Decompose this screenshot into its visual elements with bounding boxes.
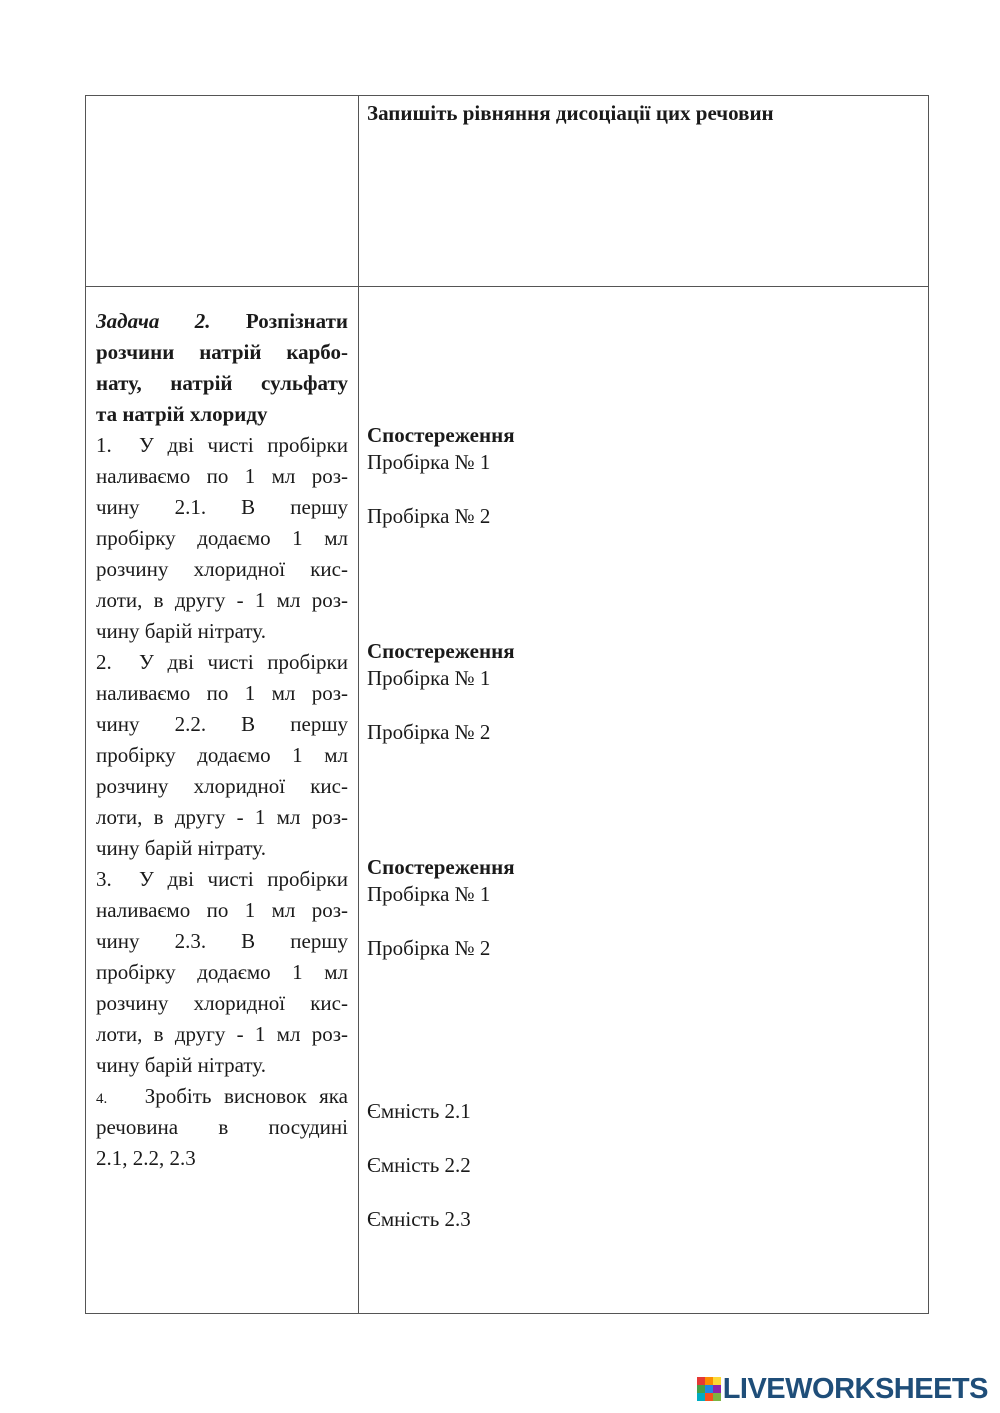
step-3-line-1: 3. У дві чисті пробірки — [96, 867, 348, 891]
observation-block-3 — [367, 854, 515, 962]
step-2-line-1: 2. У дві чисті пробірки — [96, 650, 348, 674]
test-tube-1: Пробірка № 1 — [367, 666, 491, 690]
step-1-line-7: чину барій нітрату. — [96, 619, 266, 643]
step-3-line-4: пробірку додаємо 1 мл — [96, 960, 348, 984]
step-1-line-4: пробірку додаємо 1 мл — [96, 526, 348, 550]
step-2-line-2: наливаємо по 1 мл роз- — [96, 681, 348, 705]
step-4-line-1: 4. Зробіть висновок яка — [96, 1084, 348, 1108]
step-3-line-6: лоти, в другу - 1 мл роз- — [96, 1022, 348, 1046]
test-tube-1: Пробірка № 1 — [367, 450, 491, 474]
liveworksheets-logo — [697, 1374, 988, 1404]
step-1-line-1: 1. У дві чисті пробірки — [96, 433, 348, 457]
step-2-line-6: лоти, в другу - 1 мл роз- — [96, 805, 348, 829]
step-1-line-6: лоти, в другу - 1 мл роз- — [96, 588, 348, 612]
container-2-3: Ємність 2.3 — [367, 1207, 471, 1231]
task-title-line-3: нату, натрій сульфату — [96, 371, 348, 395]
container-2-2: Ємність 2.2 — [367, 1153, 471, 1177]
step-3-line-2: наливаємо по 1 мл роз- — [96, 898, 348, 922]
step-2-line-4: пробірку додаємо 1 мл — [96, 743, 348, 767]
step-3-line-5: розчину хлоридної кис- — [96, 991, 348, 1015]
row-divider — [86, 286, 928, 287]
test-tube-2: Пробірка № 2 — [367, 936, 491, 960]
logo-square — [705, 1385, 713, 1393]
container-2-1: Ємність 2.1 — [367, 1099, 471, 1123]
observation-heading: Спостереження — [367, 639, 515, 663]
dissociation-heading: Запишіть рівняння дисоціації цих речовин — [367, 101, 774, 125]
logo-square — [697, 1385, 705, 1393]
observation-block-2 — [367, 638, 515, 746]
logo-square — [705, 1393, 713, 1401]
logo-square — [713, 1385, 721, 1393]
observation-heading: Спостереження — [367, 855, 515, 879]
logo-square — [697, 1393, 705, 1401]
observation-block-1 — [367, 422, 515, 530]
logo-mark-icon — [697, 1377, 721, 1401]
column-divider — [358, 96, 359, 1313]
task-label: Задача 2. — [96, 309, 211, 333]
worksheet-table — [85, 95, 929, 1314]
task-description — [96, 306, 348, 1174]
step-2-line-5: розчину хлоридної кис- — [96, 774, 348, 798]
step-2-line-3: чину 2.2. В першу — [96, 712, 348, 736]
task-title-line-1: Задача 2. Розпізнати — [96, 309, 348, 333]
step-2-line-7: чину барій нітрату. — [96, 836, 266, 860]
task-title-line-4: та натрій хлориду — [96, 402, 268, 426]
step-4-line-3: 2.1, 2.2, 2.3 — [96, 1146, 196, 1170]
logo-square — [713, 1393, 721, 1401]
task-title-line-2: розчини натрій карбо- — [96, 340, 348, 364]
step-1-line-3: чину 2.1. В першу — [96, 495, 348, 519]
step-4-line-2: речовина в посудині — [96, 1115, 348, 1139]
logo-square — [713, 1377, 721, 1385]
step-1-line-2: наливаємо по 1 мл роз- — [96, 464, 348, 488]
logo-square — [705, 1377, 713, 1385]
logo-square — [697, 1377, 705, 1385]
observation-heading: Спостереження — [367, 423, 515, 447]
logo-text: LIVEWORKSHEETS — [722, 1372, 988, 1405]
step-3-line-3: чину 2.3. В першу — [96, 929, 348, 953]
step-3-line-7: чину барій нітрату. — [96, 1053, 266, 1077]
test-tube-2: Пробірка № 2 — [367, 504, 491, 528]
step-1-line-5: розчину хлоридної кис- — [96, 557, 348, 581]
test-tube-2: Пробірка № 2 — [367, 720, 491, 744]
test-tube-1: Пробірка № 1 — [367, 882, 491, 906]
